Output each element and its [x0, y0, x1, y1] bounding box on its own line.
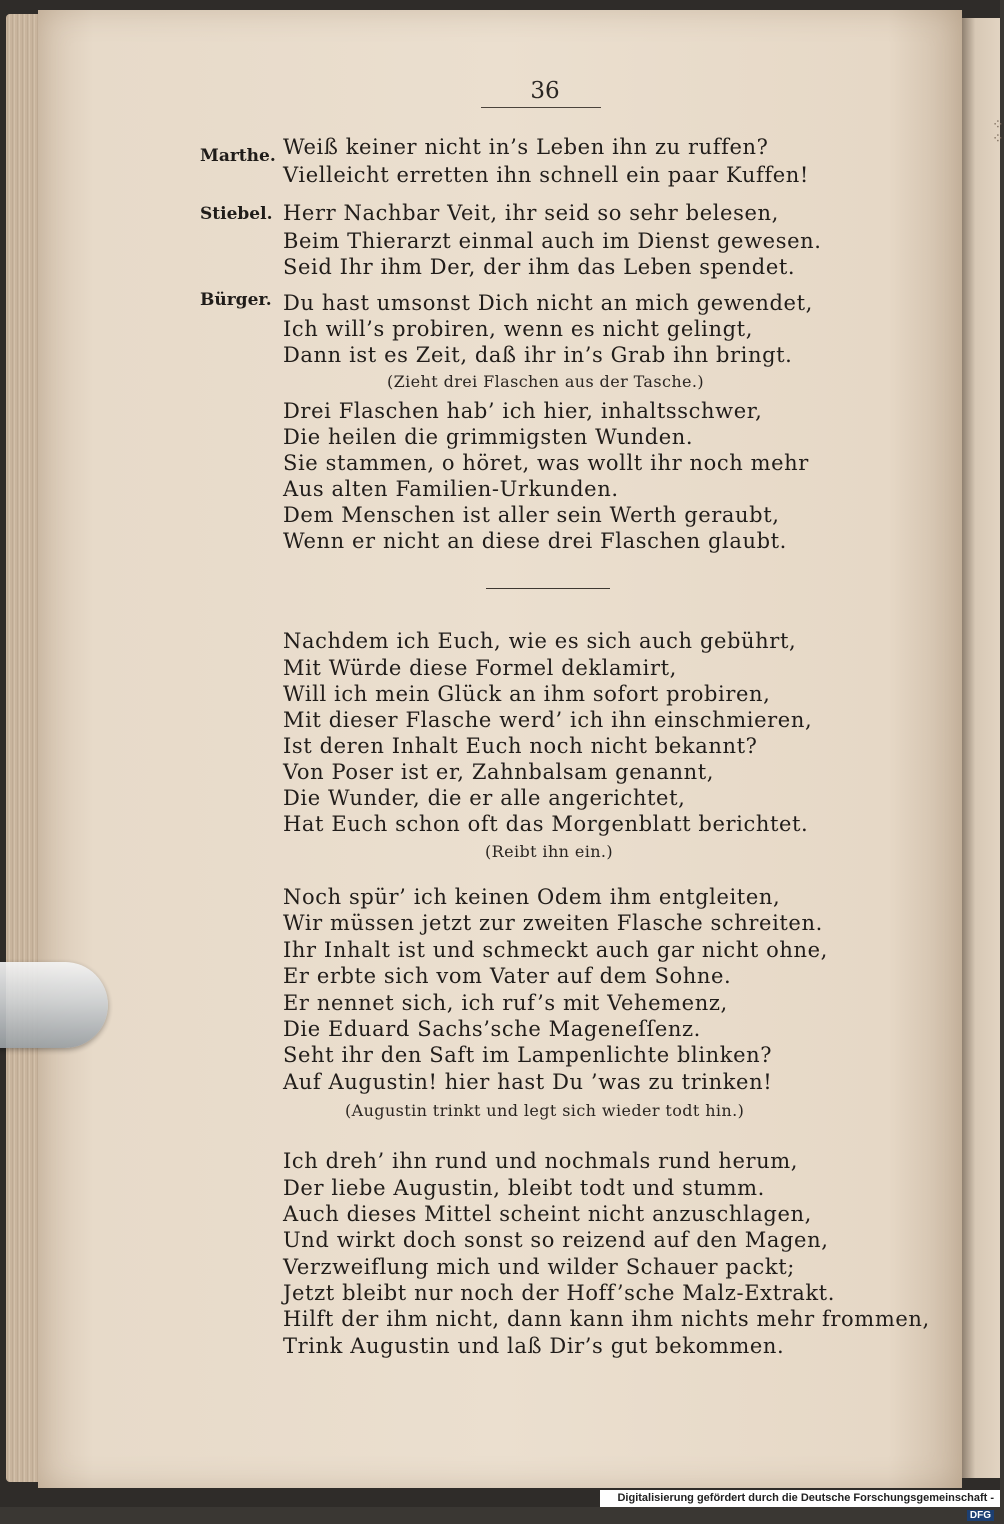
- verse-line: Beim Thierarzt einmal auch im Dienst gewesen.: [283, 229, 822, 253]
- verse-line: Herr Nachbar Veit, ihr seid so sehr belesen,: [283, 201, 779, 225]
- verse-line: Hat Euch schon oft das Morgenblatt berichtet.: [283, 812, 809, 836]
- verse-line: Trink Augustin und laß Dir’s gut bekommen.: [283, 1334, 785, 1358]
- verse-line: Von Poser ist er, Zahnbalsam genannt,: [283, 760, 715, 784]
- verse-line: Er nennet sich, ich ruf’s mit Vehemenz,: [283, 991, 728, 1015]
- verse-line: Noch spür’ ich keinen Odem ihm entgleiten,: [283, 885, 781, 909]
- verse-line: Auf Augustin! hier hast Du ’was zu trinken!: [283, 1070, 773, 1094]
- verse-line: Die Eduard Sachs’sche Mageneſſenz.: [283, 1017, 701, 1041]
- verse-line: Seht ihr den Saft im Lampenlichte blinken?: [283, 1043, 773, 1067]
- verse-line: Ist deren Inhalt Euch noch nicht bekannt?: [283, 734, 758, 758]
- verse-line: Verzweiflung mich und wilder Schauer packt;: [283, 1255, 795, 1279]
- verse-line: Jetzt bleibt nur noch der Hoff’sche Malz-Extrakt.: [283, 1281, 836, 1305]
- verse-line: Du hast umsonst Dich nicht an mich gewendet,: [283, 291, 813, 315]
- verse-line: Auch dieses Mittel scheint nicht anzuschlagen,: [283, 1202, 812, 1226]
- next-page-edge: [962, 18, 1000, 1478]
- verse-line: Wenn er nicht an diese drei Flaschen glaubt.: [283, 529, 787, 553]
- verse-line: Dem Menschen ist aller sein Werth geraubt,: [283, 503, 780, 527]
- verse-line: Ich dreh’ ihn rund und nochmals rund herum,: [283, 1149, 799, 1173]
- page-number: 36: [530, 78, 560, 104]
- stray-marks: ⁘ ⁘: [992, 117, 1004, 147]
- verse-line: Die Wunder, die er alle angerichtet,: [283, 786, 686, 810]
- verse-line: Nachdem ich Euch, wie es sich auch gebührt,: [283, 629, 797, 653]
- verse-line: Sie stammen, o höret, was wollt ihr noch mehr: [283, 451, 809, 475]
- page-clip: [0, 962, 108, 1048]
- verse-line: Ich will’s probiren, wenn es nicht gelingt,: [283, 317, 753, 341]
- verse-line: Weiß keiner nicht in’s Leben ihn zu ruffen?: [283, 135, 769, 159]
- verse-line: Seid Ihr ihm Der, der ihm das Leben spendet.: [283, 255, 796, 279]
- stage-direction: (Zieht drei Flaschen aus der Tasche.): [387, 372, 705, 391]
- section-rule: [486, 588, 610, 589]
- speaker-buerger: Bürger.: [200, 290, 272, 310]
- verse-line: Und wirkt doch sonst so reizend auf den Magen,: [283, 1228, 829, 1252]
- speaker-marthe: Marthe.: [200, 146, 276, 166]
- stage-direction: (Augustin trinkt und legt sich wieder todt hin.): [345, 1101, 745, 1120]
- verse-line: Drei Flaschen hab’ ich hier, inhaltsschwer,: [283, 399, 763, 423]
- verse-line: Er erbte sich vom Vater auf dem Sohne.: [283, 964, 732, 988]
- speaker-stiebel: Stiebel.: [200, 204, 273, 224]
- stage-direction: (Reibt ihn ein.): [485, 842, 614, 861]
- verse-line: Wir müssen jetzt zur zweiten Flasche schreiten.: [283, 911, 823, 935]
- verse-line: Die heilen die grimmigsten Wunden.: [283, 425, 694, 449]
- verse-line: Will ich mein Glück an ihm sofort probiren,: [283, 682, 771, 706]
- header-rule: [481, 107, 601, 108]
- dfg-logo: DFG: [967, 1510, 994, 1521]
- verse-line: Ihr Inhalt ist und schmeckt auch gar nicht ohne,: [283, 938, 828, 962]
- verse-line: Der liebe Augustin, bleibt todt und stumm.: [283, 1176, 765, 1200]
- verse-line: Mit Würde diese Formel deklamirt,: [283, 656, 677, 680]
- verse-line: Vielleicht erretten ihn schnell ein paar Kuffen!: [283, 163, 809, 187]
- verse-line: Hilft der ihm nicht, dann kann ihm nichts mehr frommen,: [283, 1307, 930, 1331]
- verse-line: Dann ist es Zeit, daß ihr in’s Grab ihn bringt.: [283, 343, 793, 367]
- footer-text: Digitalisierung gefördert durch die Deutsche Forschungsgemeinschaft -: [617, 1492, 994, 1504]
- verse-line: Aus alten Familien-Urkunden.: [283, 477, 619, 501]
- verse-line: Mit dieser Flasche werd’ ich ihn einschmieren,: [283, 708, 813, 732]
- footer-credit: [600, 1490, 1000, 1521]
